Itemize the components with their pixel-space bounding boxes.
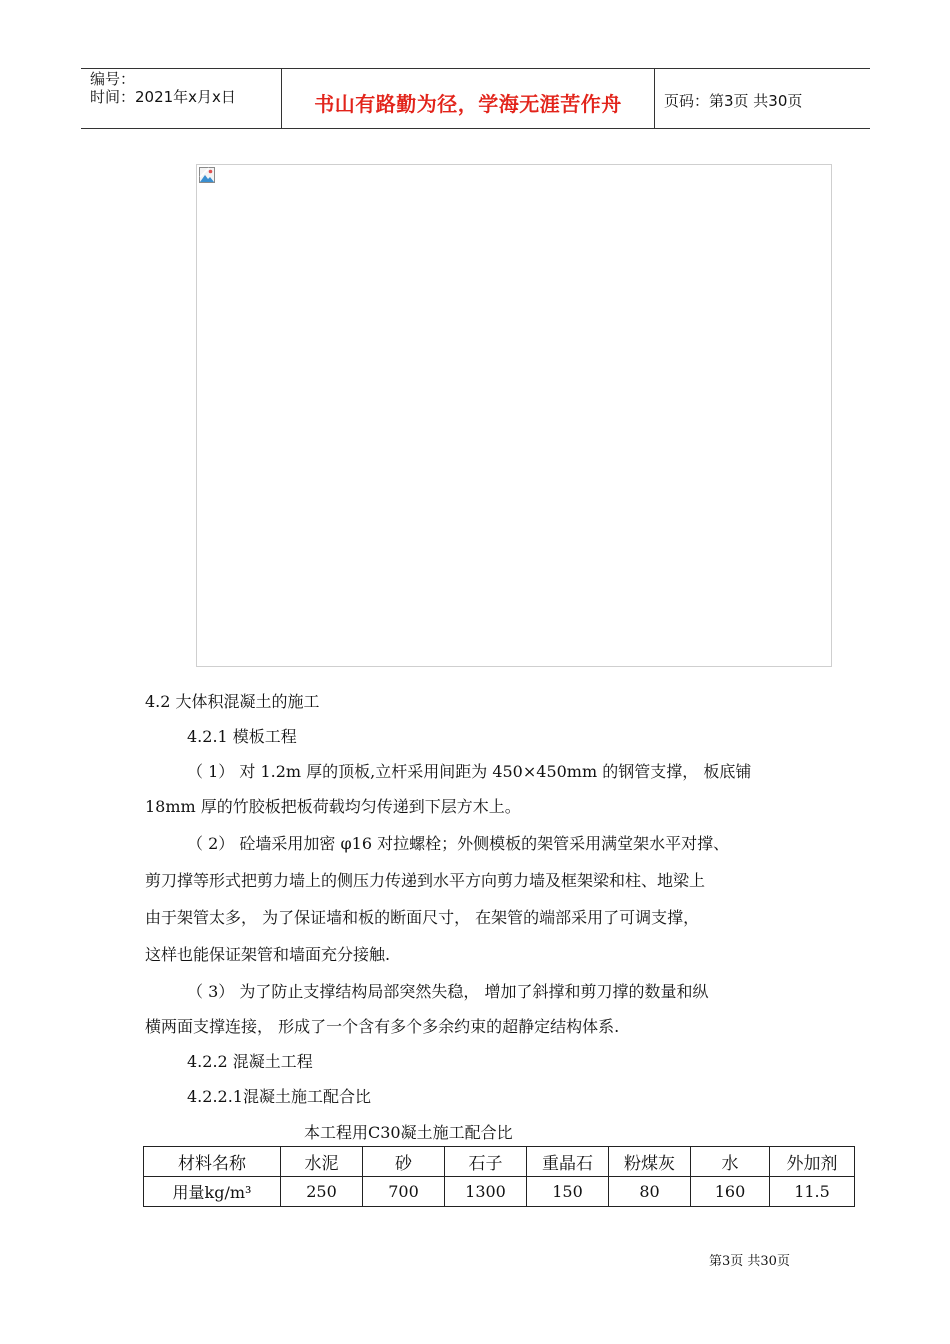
header-motto: 书山有路勤为径，学海无涯苦作舟 xyxy=(314,92,622,116)
footer-page-number: 第3页 共30页 xyxy=(709,1254,790,1269)
paragraph-2-line: 由于架管太多， 为了保证墙和板的断面尺寸， 在架管的端部采用了可调支撑， xyxy=(145,908,700,927)
paragraph-2-line: 剪刀撑等形式把剪力墙上的侧压力传递到水平方向剪力墙及框架梁和柱、地梁上 xyxy=(145,871,706,890)
table-header-cell: 水泥 xyxy=(281,1147,363,1177)
section-heading-4-2-1: 4.2.1 模板工程 xyxy=(187,727,297,746)
number-label: 编号： xyxy=(90,70,136,88)
paragraph-1-line: 18mm 厚的竹胶板把板荷载均匀传递到下层方木上。 xyxy=(145,797,521,816)
section-heading-4-2-2-1: 4.2.2.1混凝土施工配合比 xyxy=(187,1087,371,1106)
table-cell: 80 xyxy=(609,1177,691,1207)
table-header-row xyxy=(144,1147,855,1177)
header-meta xyxy=(90,70,236,106)
time-label: 时间：2021年x月x日 xyxy=(90,88,236,106)
table-header-cell: 粉煤灰 xyxy=(609,1147,691,1177)
header-page-label: 页码：第3页 共30页 xyxy=(664,92,803,110)
paragraph-2-line: 这样也能保证架管和墙面充分接触. xyxy=(145,945,391,964)
header-bottom-rule xyxy=(81,128,870,129)
header-top-rule xyxy=(81,68,870,69)
table-header-cell: 材料名称 xyxy=(144,1147,281,1177)
figure-placeholder xyxy=(196,164,832,667)
table-header-cell: 外加剂 xyxy=(770,1147,855,1177)
table-header-cell: 重晶石 xyxy=(527,1147,609,1177)
table-header-cell: 砂 xyxy=(363,1147,445,1177)
table-cell: 150 xyxy=(527,1177,609,1207)
broken-image-icon xyxy=(199,167,215,183)
mix-ratio-table xyxy=(143,1146,855,1207)
table-cell: 700 xyxy=(363,1177,445,1207)
table-cell: 1300 xyxy=(445,1177,527,1207)
table-cell: 11.5 xyxy=(770,1177,855,1207)
paragraph-3-line: （ 3） 为了防止支撑结构局部突然失稳， 增加了斜撑和剪刀撑的数量和纵 xyxy=(187,982,709,1001)
paragraph-1-line: （ 1） 对 1.2m 厚的顶板,立杆采用间距为 450×450mm 的钢管支撑， 板底铺 xyxy=(187,762,752,781)
table-cell: 250 xyxy=(281,1177,363,1207)
section-heading-4-2-2: 4.2.2 混凝土工程 xyxy=(187,1052,313,1071)
table-header-cell: 水 xyxy=(691,1147,770,1177)
paragraph-3-line: 横两面支撑连接， 形成了一个含有多个多余约束的超静定结构体系. xyxy=(145,1017,620,1036)
section-heading-4-2: 4.2 大体积混凝土的施工 xyxy=(145,692,320,711)
table-title: 本工程用C30凝土施工配合比 xyxy=(304,1123,513,1142)
table-cell: 160 xyxy=(691,1177,770,1207)
table-header-cell: 石子 xyxy=(445,1147,527,1177)
header-divider xyxy=(654,68,655,129)
table-row xyxy=(144,1177,855,1207)
table-cell: 用量kg/m³ xyxy=(144,1177,281,1207)
paragraph-2-line: （ 2） 砼墙采用加密 φ16 对拉螺栓；外侧模板的架管采用满堂架水平对撑、 xyxy=(187,834,730,853)
